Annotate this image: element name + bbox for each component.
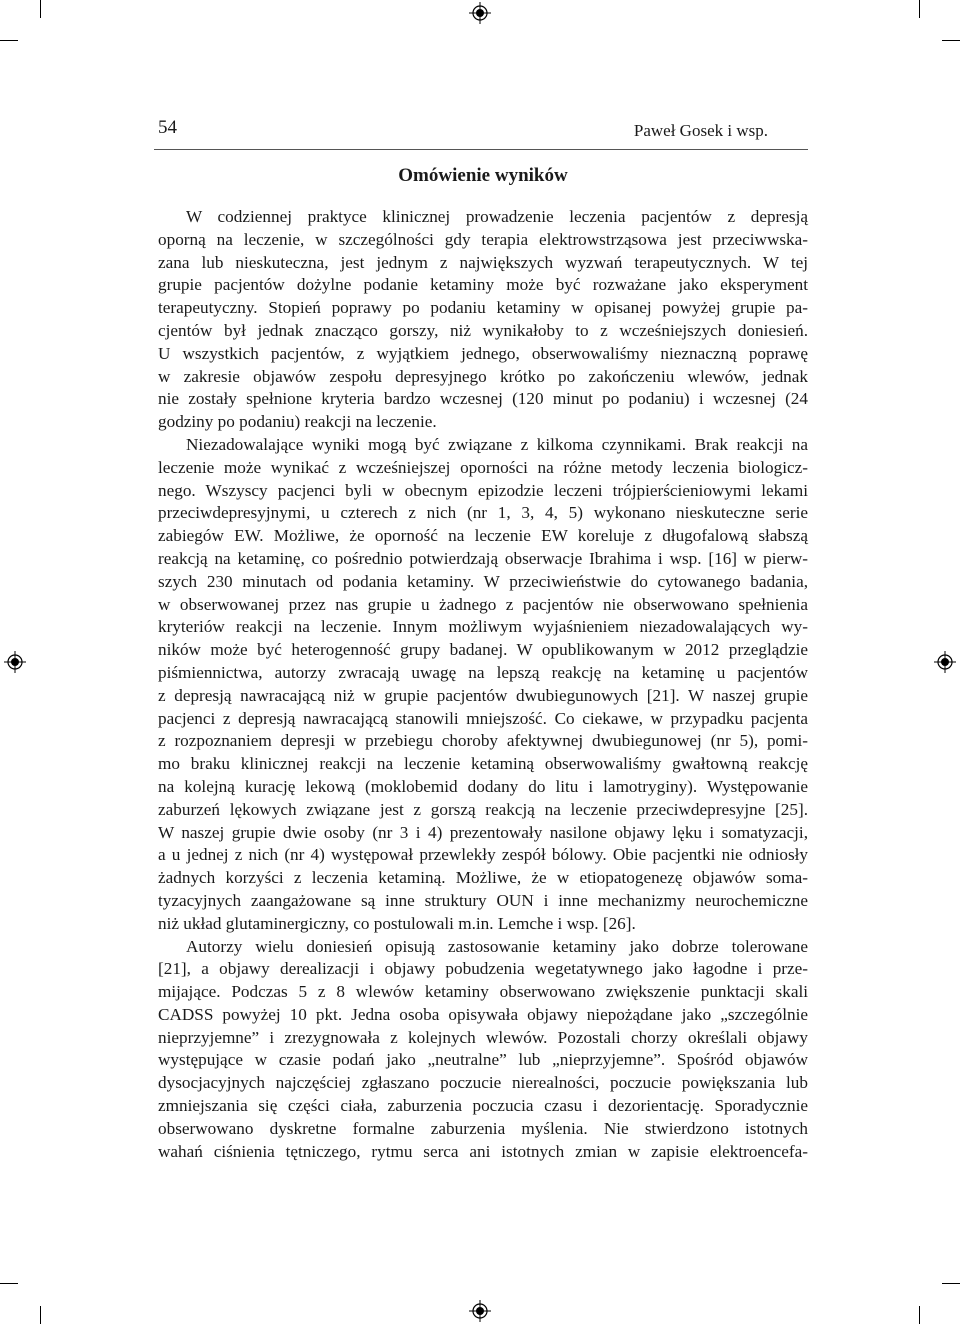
text-line: obserwowano dyskretne formalne zaburzenia myślenia. Nie stwierdzono istotnych bbox=[158, 1118, 808, 1138]
text-line: cjentów był jednak znacząco gorszy, niż wynikałoby to z wcześniejszych doniesień. bbox=[158, 320, 808, 340]
text-line: U wszystkich pacjentów, z wyjątkiem jednego, obserwowaliśmy nieznaczną poprawę bbox=[158, 343, 808, 363]
text-line: mijające. Podczas 5 z 8 wlewów ketaminy obserwowano zwiększenie punktacji skali bbox=[158, 982, 808, 1002]
text-line: wahań ciśnienia tętniczego, rytmu serca ani istotnych zmian w zapisie elektroencefa- bbox=[158, 1141, 808, 1161]
page-number: 54 bbox=[158, 117, 177, 138]
text-line: godziny po podaniu) reakcji na leczenie. bbox=[158, 412, 437, 432]
text-line: ników może być heterogenność grupy badanej. W opublikowanym w 2012 przeglądzie bbox=[158, 640, 808, 660]
running-head: Paweł Gosek i wsp. bbox=[633, 121, 768, 140]
text-line: grupie pacjentów dożylne podanie ketaminy może być rozważane jako eksperyment bbox=[158, 275, 808, 295]
text-line: na kolejną kurację lekową (moklobemid dodany do litu i lamotryginy). Występowanie bbox=[158, 776, 808, 796]
text-line: W codziennej praktyce klinicznej prowadzenie leczenia pacjentów z depresją bbox=[186, 207, 808, 226]
registration-mark-icon bbox=[469, 2, 491, 24]
text-line: zaburzeń lękowych związane jest z gorszą reakcją na leczenie przeciwdepresyjne [25]. bbox=[158, 799, 808, 819]
text-line: zabiegów EW. Możliwe, że oporność na leczenie EW koreluje z długofalową słabszą bbox=[158, 526, 808, 546]
body-text bbox=[158, 206, 808, 1163]
text-line: tyzacyjnych zaangażowane są inne struktury OUN i inne mechanizmy neurochemiczne bbox=[158, 890, 808, 910]
text-line: mo braku klinicznej reakcji na leczenie ketaminą obserwowaliśmy gwałtowną reakcję bbox=[158, 754, 808, 774]
text-line: przeciwdepresyjnymi, u czterech z nich (nr 1, 3, 4, 5) wykonano nieskuteczne serie bbox=[158, 503, 808, 523]
text-line: pacjenci z depresją nawracającą stanowili mniejszość. Co ciekawe, w przypadku pacjenta bbox=[158, 708, 808, 728]
text-line: oporną na leczenie, w szczególności gdy terapia elektrowstrząsowa jest przeciwwska- bbox=[158, 229, 808, 249]
crop-mark-top-left-h bbox=[0, 40, 18, 41]
text-line: dysocjacyjnych najczęściej zgłaszano poczucie nierealności, poczucie powiększania lub bbox=[158, 1073, 808, 1093]
text-line: CADSS powyżej 10 pkt. Jedna osoba opisywała objawy niepożądane jako „szczególnie bbox=[158, 1004, 808, 1024]
text-line: leczenie może wynikać z wcześniejszej oporności na różne metody leczenia biologicz- bbox=[158, 457, 808, 477]
text-line: żadnych korzyści z leczenia ketaminą. Możliwe, że w etiopatogenezę objawów soma- bbox=[158, 868, 808, 888]
registration-mark-icon bbox=[469, 1300, 491, 1322]
text-line: Niezadowalające wyniki mogą być związane z kilkoma czynnikami. Brak reakcji na bbox=[186, 434, 808, 454]
text-line: w obserwowanej przez nas grupie u żadnego z pacjentów nie obserwowano spełnienia bbox=[158, 594, 808, 614]
text-line: nego. Wszyscy pacjenci byli w obecnym epizodzie leczeni trójpierścieniowymi lekami bbox=[158, 480, 808, 500]
registration-mark-icon bbox=[934, 651, 956, 673]
text-line: z depresją nawracającą niż w grupie pacjentów dwubiegunowych [21]. W naszej grupie bbox=[158, 685, 808, 705]
text-line: zmniejszania się części ciała, zaburzenia poczucia czasu i dezorientację. Sporadycznie bbox=[158, 1096, 808, 1116]
crop-mark-bottom-right bbox=[919, 1306, 920, 1324]
text-line: zana lub nieskuteczna, jest jednym z największych wyzwań terapeutycznych. W tej bbox=[158, 252, 808, 272]
text-line: szych 230 minutach od podania ketaminy. W przeciwieństwie do cytowanego badania, bbox=[158, 571, 808, 591]
crop-mark-bottom-left bbox=[40, 1306, 41, 1324]
crop-mark-top-right-h bbox=[942, 40, 960, 41]
crop-mark-bottom-right-h bbox=[942, 1283, 960, 1284]
text-line: występujące w czasie podań jako „neutralne” lub „nieprzyjemne”. Spośród objawów bbox=[158, 1050, 808, 1070]
crop-mark-top-left bbox=[40, 0, 41, 18]
text-line: terapeutyczny. Stopień poprawy po podaniu ketaminy w opisanej powyżej grupie pa- bbox=[158, 298, 808, 318]
text-line: Autorzy wielu doniesień opisują zastosowanie ketaminy jako dobrze tolerowane bbox=[186, 936, 808, 956]
text-line: nie zostały spełnione kryteria bardzo wczesnej (120 minut po podaniu) i wczesnej (24 bbox=[158, 389, 808, 409]
text-line: niż układ glutaminergiczny, co postulowali m.in. Lemche i wsp. [26]. bbox=[158, 913, 636, 933]
text-line: kryteriów reakcji na leczenie. Innym możliwym wyjaśnieniem niezadowalających wy- bbox=[158, 617, 808, 637]
text-line: nieprzyjemne” i zrezygnowała z kolejnych wlewów. Pozostali chorzy określali objawy bbox=[158, 1027, 808, 1047]
text-line: z rozpoznaniem depresji w przebiegu choroby afektywnej dwubiegunowej (nr 5), pomi- bbox=[158, 731, 808, 751]
text-line: piśmiennictwa, autorzy zwracają uwagę na lepszą reakcję na ketaminę u pacjentów bbox=[158, 662, 808, 682]
header-rule bbox=[154, 149, 808, 150]
page-header bbox=[158, 117, 808, 147]
registration-mark-icon bbox=[4, 651, 26, 673]
crop-mark-bottom-left-h bbox=[0, 1283, 18, 1284]
text-line: w zakresie objawów zespołu depresyjnego krótko po zakończeniu wlewów, jednak bbox=[158, 366, 808, 386]
text-line: reakcją na ketaminę, co pośrednio potwierdzają obserwacje Ibrahima i wsp. [16] w pierw- bbox=[158, 548, 808, 568]
section-heading: Omówienie wyników bbox=[398, 165, 568, 186]
text-line: W naszej grupie dwie osoby (nr 3 i 4) prezentowały nasilone objawy lęku i somatyzacji, bbox=[158, 822, 808, 842]
text-line: a u jednej z nich (nr 4) występował przewlekły zespół bólowy. Obie pacjentki nie odniosły bbox=[158, 845, 808, 865]
crop-mark-top-right bbox=[919, 0, 920, 18]
text-line: [21], a objawy derealizacji i objawy pobudzenia wegetatywnego jako łagodne i prze- bbox=[158, 959, 808, 979]
